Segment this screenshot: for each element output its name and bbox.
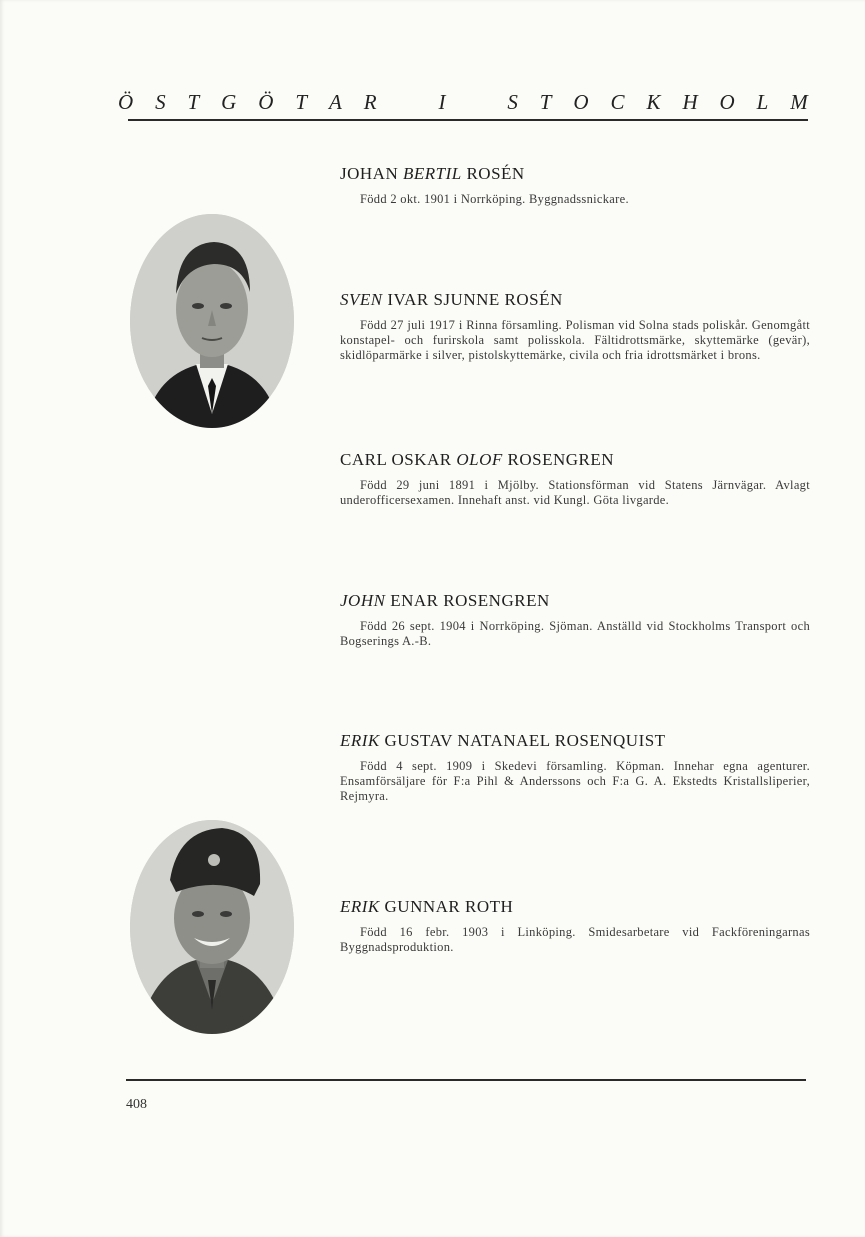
header-letter: S (507, 90, 518, 114)
entry-bio: Född 4 sept. 1909 i Skedevi församling. Köpman. Innehar egna agenturer. Ensamförsäljare för F:a Pihl & Anderssons och F:a G. A. Ekstedts Kristallsliperier, Rejmyra. (340, 759, 810, 803)
entry-johan-bertil-rosen (340, 164, 810, 207)
header-letter: T (295, 90, 308, 114)
running-header (118, 90, 808, 115)
entry-name: JOHAN BERTIL ROSÉN (340, 164, 525, 183)
header-letter: Ö (258, 90, 274, 114)
entry-name: SVEN IVAR SJUNNE ROSÉN (340, 290, 563, 309)
entry-name: CARL OSKAR OLOF ROSENGREN (340, 450, 615, 469)
header-letter: R (363, 90, 377, 114)
header-rule (128, 119, 808, 121)
header-letter: L (756, 90, 769, 114)
header-word-gap (399, 90, 417, 115)
header-word-gap (467, 90, 485, 115)
header-letter: I (438, 90, 446, 114)
entry-bio: Född 2 okt. 1901 i Norrköping. Byggnadssnickare. (360, 192, 629, 206)
entry-john-enar-rosengren (340, 591, 810, 649)
entry-erik-gustav-natanael-rosenquist (340, 731, 810, 804)
portrait-photo (130, 820, 294, 1034)
header-letter: O (573, 90, 589, 114)
header-letter: C (610, 90, 625, 114)
entry-bio: Född 27 juli 1917 i Rinna församling. Polisman vid Solna stads poliskår. Genomgått konstapel- och furirskola samt polisskola. Fältidrottsmärke, skyttemärke (gevär), skidlöparmärke i silver, pistolskyttemärke, civila och fria idrottsmärket i brons. (340, 318, 810, 362)
entry-name: ERIK GUNNAR ROTH (340, 897, 514, 916)
entry-name: ERIK GUSTAV NATANAEL ROSENQUIST (340, 731, 666, 750)
header-letter: O (719, 90, 735, 114)
header-letter: M (790, 90, 808, 114)
portrait-man-uniform-icon (130, 820, 294, 1034)
entry-erik-gunnar-roth (340, 897, 810, 955)
page-number: 408 (126, 1097, 147, 1112)
header-letter: T (187, 90, 200, 114)
header-letter: Ö (118, 90, 134, 114)
entry-bio: Född 16 febr. 1903 i Linköping. Smidesarbetare vid Fackföreningarnas Byggnadsproduktion. (340, 925, 810, 954)
header-letter: T (539, 90, 552, 114)
entry-name: JOHN ENAR ROSENGREN (340, 591, 550, 610)
portrait-photo (130, 214, 294, 428)
entry-bio: Född 26 sept. 1904 i Norrköping. Sjöman. Anställd vid Stockholms Transport och Bogserings A.-B. (340, 619, 810, 648)
header-letter: A (329, 90, 342, 114)
footer-rule (126, 1079, 806, 1081)
header-letter: H (682, 90, 698, 114)
portrait-man-suit-icon (130, 214, 294, 428)
entry-carl-oskar-olof-rosengren (340, 450, 810, 508)
header-letter: K (646, 90, 661, 114)
entry-sven-ivar-sjunne-rosen (340, 290, 810, 363)
header-letter: S (155, 90, 166, 114)
header-letter: G (221, 90, 237, 114)
entry-bio: Född 29 juni 1891 i Mjölby. Stationsförman vid Statens Järnvägar. Avlagt underofficersexamen. Innehaft anst. vid Kungl. Göta livgarde. (340, 478, 810, 507)
